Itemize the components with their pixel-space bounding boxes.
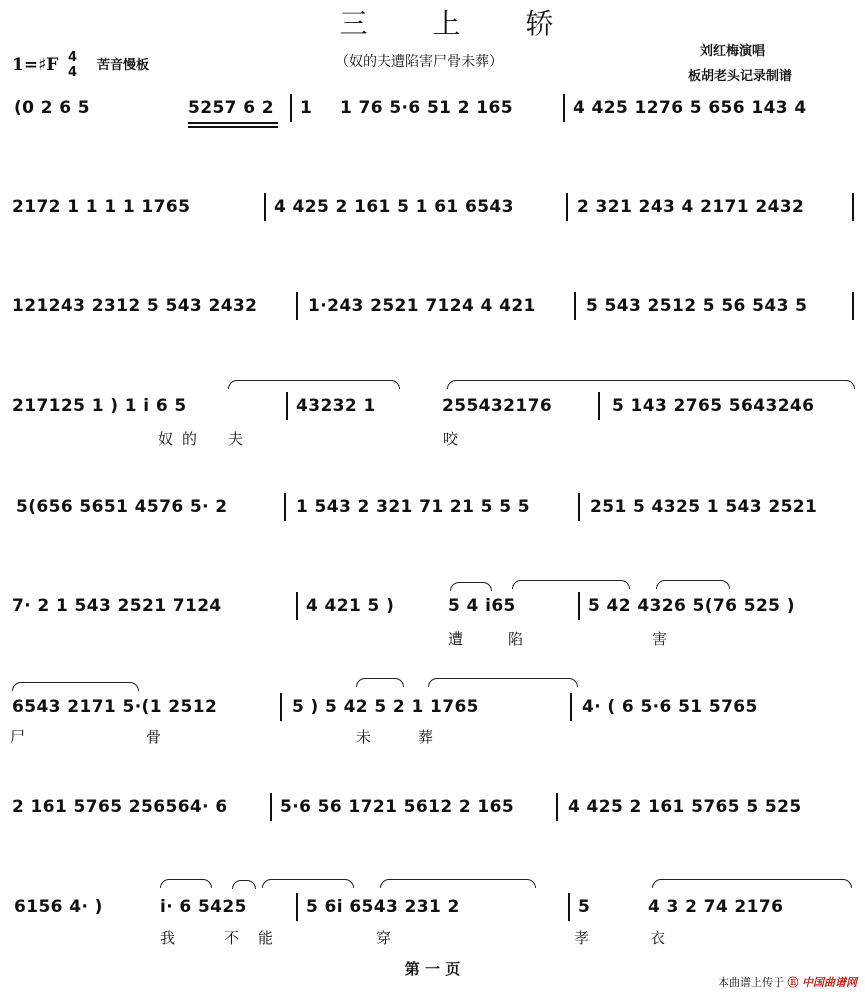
slur-arc: [512, 580, 630, 589]
singer-credit: 刘红梅演唱: [700, 44, 766, 59]
barline: [290, 94, 292, 122]
score-row1-seg2: 5257 6 2: [188, 98, 275, 118]
lyric: 的: [182, 430, 198, 448]
barline: [296, 893, 298, 921]
score-row2-seg1: 2172 1 1 1 1 1765: [12, 197, 191, 217]
score-row4-seg4: 5 143 2765 5643246: [612, 396, 815, 416]
score-row8-seg2: 5·6 56 1721 5612 2 165: [280, 797, 515, 817]
score-row8-seg1: 2 161 5765 256564· 6: [12, 797, 228, 817]
barline: [574, 292, 576, 320]
slur-arc: [652, 879, 852, 888]
score-row3-seg3: 5 543 2512 5 56 543 5: [586, 296, 808, 316]
slur-arc: [228, 380, 400, 389]
lyric: 我: [160, 929, 176, 947]
barline: [296, 292, 298, 320]
barline: [570, 693, 572, 721]
barline: [280, 693, 282, 721]
barline: [566, 193, 568, 221]
upload-credit: [718, 974, 857, 990]
score-row1-seg4: 1 76 5·6 51 2 165: [340, 98, 513, 118]
lyric: 孝: [574, 929, 590, 947]
lyric: 骨: [146, 728, 162, 746]
lyric: 遭: [448, 630, 464, 648]
upload-prefix: 本曲谱上传于: [718, 976, 784, 989]
score-row1-seg3: 1: [300, 98, 313, 118]
score-row1-seg5: 4 425 1276 5 656 143 4: [573, 98, 807, 118]
lyric: 未: [356, 728, 372, 746]
barline: [284, 493, 286, 521]
lyric: 夫: [228, 430, 244, 448]
slur-arc: [356, 678, 404, 687]
meter-top: 4: [68, 50, 78, 65]
score-row3-seg2: 1·243 2521 7124 4 421: [308, 296, 536, 316]
beat-underline: [188, 126, 278, 128]
slur-arc: [656, 580, 730, 589]
score-row7-seg2: 5 ) 5 42 5 2 1 1765: [292, 697, 479, 717]
score-row4-seg3: 255432176: [442, 396, 553, 416]
key-signature: 1=♯F: [12, 55, 59, 75]
tempo-marking: 苦音慢板: [97, 58, 150, 73]
barline: [598, 392, 600, 420]
score-row5-seg3: 251 5 4325 1 543 2521: [590, 497, 818, 517]
score-row9-seg5: 4 3 2 74 2176: [648, 897, 784, 917]
time-signature: [68, 50, 77, 80]
score-row5-seg2: 1 543 2 321 71 21 5 5 5: [296, 497, 530, 517]
barline: [578, 592, 580, 620]
score-row7-seg1: 6543 2171 5·(1 2512: [12, 697, 218, 717]
slur-arc: [232, 880, 256, 889]
barline: [578, 493, 580, 521]
slur-arc: [160, 879, 212, 888]
lyric: 害: [652, 630, 668, 648]
score-row4-seg2: 43232 1: [296, 396, 376, 416]
barline: [563, 94, 565, 122]
slur-arc: [450, 582, 492, 591]
score-row9-seg1: 6156 4· ): [14, 897, 103, 917]
barline: [286, 392, 288, 420]
lyric: 能: [258, 929, 274, 947]
lyric: 咬: [443, 430, 459, 448]
slur-arc: [428, 678, 578, 687]
lyric: 陷: [508, 630, 524, 648]
score-row9-seg4: 5: [578, 897, 591, 917]
lyric: 奴: [158, 430, 174, 448]
score-row4-seg1: 217125 1 ) 1 i 6 5: [12, 396, 187, 416]
page-title: 三 上 轿: [339, 7, 582, 40]
lyric: 衣: [650, 929, 666, 947]
barline: [556, 793, 558, 821]
slur-arc: [262, 879, 354, 888]
lyric: 葬: [418, 728, 434, 746]
barline: [852, 292, 854, 320]
barline: [852, 193, 854, 221]
site-logo-icon: Ⓔ: [787, 976, 799, 989]
score-row9-seg2: i· 6 5425: [160, 897, 247, 917]
transcriber-credit: 板胡老头记录制谱: [688, 69, 793, 84]
score-row5-seg1: 5(656 5651 4576 5· 2: [16, 497, 228, 517]
beat-underline: [188, 122, 278, 124]
barline: [296, 592, 298, 620]
score-row7-seg3: 4· ( 6 5·6 51 5765: [582, 697, 758, 717]
upload-brand: 中国曲谱网: [802, 976, 857, 989]
score-row6-seg2: 4 421 5 ): [306, 596, 395, 616]
barline: [270, 793, 272, 821]
score-row6-seg4: 5 42 4326 5(76 525 ): [588, 596, 795, 616]
score-row6-seg1: 7· 2 1 543 2521 7124: [12, 596, 222, 616]
score-row6-seg3: 5 4 i65: [448, 596, 516, 616]
score-row2-seg3: 2 321 243 4 2171 2432: [577, 197, 805, 217]
slur-arc: [447, 380, 855, 389]
score-row1-seg1: (0 2 6 5: [14, 98, 91, 118]
slur-arc: [12, 682, 139, 691]
score-row2-seg2: 4 425 2 161 5 1 61 6543: [274, 197, 514, 217]
score-row3-seg1: 121243 2312 5 543 2432: [12, 296, 258, 316]
slur-arc: [380, 879, 536, 888]
lyric: 穿: [376, 929, 392, 947]
score-row8-seg3: 4 425 2 161 5765 5 525: [568, 797, 802, 817]
barline: [568, 893, 570, 921]
lyric: 尸: [10, 728, 26, 746]
barline: [264, 193, 266, 221]
score-row9-seg3: 5 6i 6543 231 2: [306, 897, 460, 917]
lyric: 不: [224, 929, 240, 947]
page-number: 第 一 页: [404, 960, 461, 978]
subtitle: （奴的夫遭陷害尸骨未葬）: [335, 54, 503, 70]
meter-bottom: 4: [68, 65, 78, 80]
